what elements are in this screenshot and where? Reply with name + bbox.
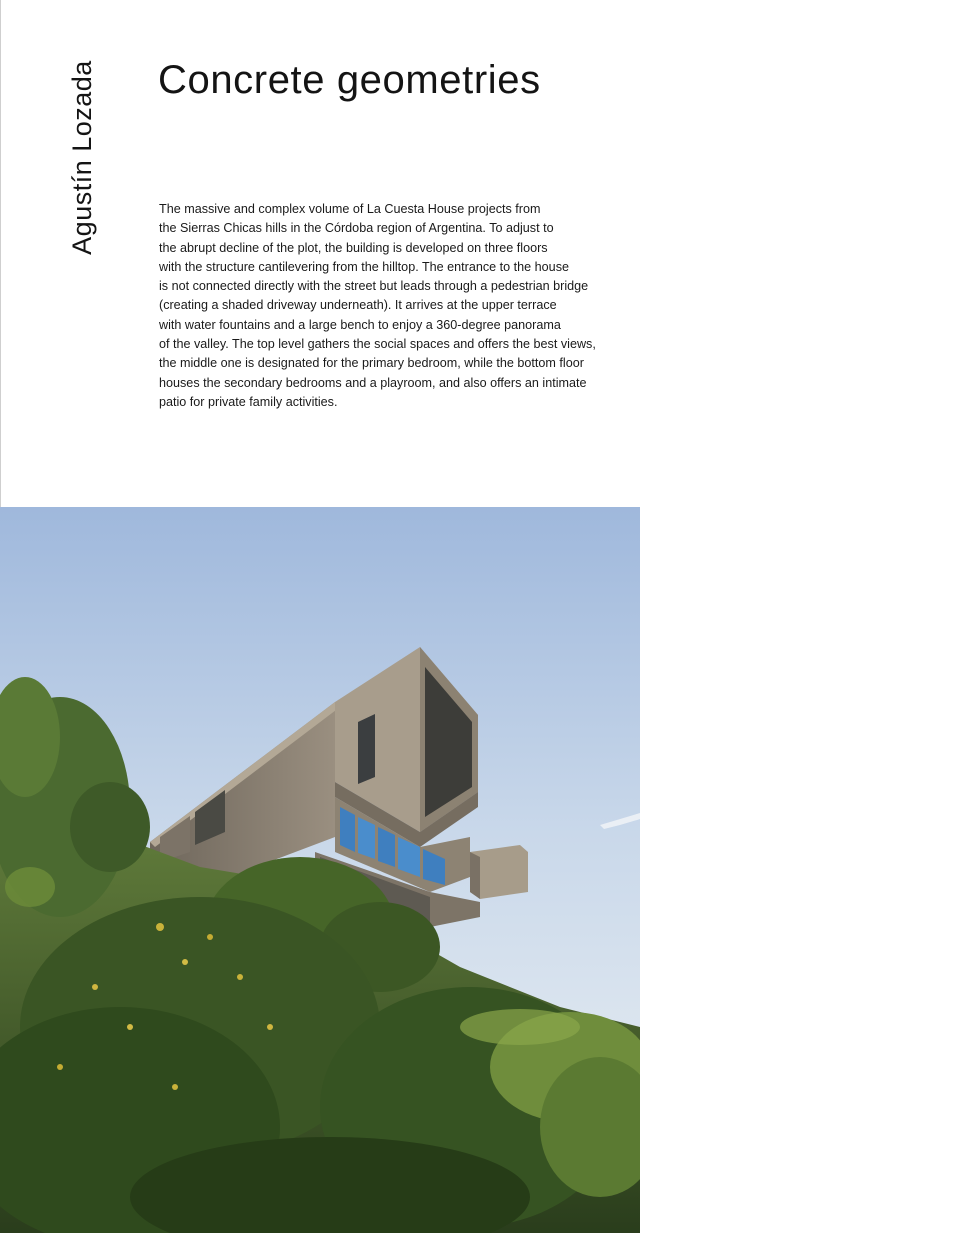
author-name: Agustín Lozada [66, 59, 97, 255]
body-line: the Sierras Chicas hills in the Córdoba region of Argentina. To adjust to [159, 221, 554, 236]
author-byline [62, 59, 102, 255]
house-photograph [0, 507, 640, 1233]
body-line: with water fountains and a large bench to enjoy a 360-degree panorama [159, 317, 561, 332]
page-edge-rule [0, 0, 1, 507]
body-line: the middle one is designated for the primary bedroom, while the bottom floor [159, 356, 584, 371]
article-body [159, 200, 649, 412]
body-line: of the valley. The top level gathers the social spaces and offers the best views, [159, 337, 596, 352]
body-line: patio for private family activities. [159, 394, 338, 409]
body-line: (creating a shaded driveway underneath). It arrives at the upper terrace [159, 298, 557, 313]
article-title: Concrete geometries [158, 58, 541, 102]
body-line: The massive and complex volume of La Cuesta House projects from [159, 202, 541, 216]
body-line: with the structure cantilevering from the hilltop. The entrance to the house [159, 259, 569, 274]
body-line: the abrupt decline of the plot, the building is developed on three floors [159, 240, 548, 255]
body-line: houses the secondary bedrooms and a playroom, and also offers an intimate [159, 375, 587, 390]
body-line: is not connected directly with the street but leads through a pedestrian bridge [159, 279, 589, 294]
